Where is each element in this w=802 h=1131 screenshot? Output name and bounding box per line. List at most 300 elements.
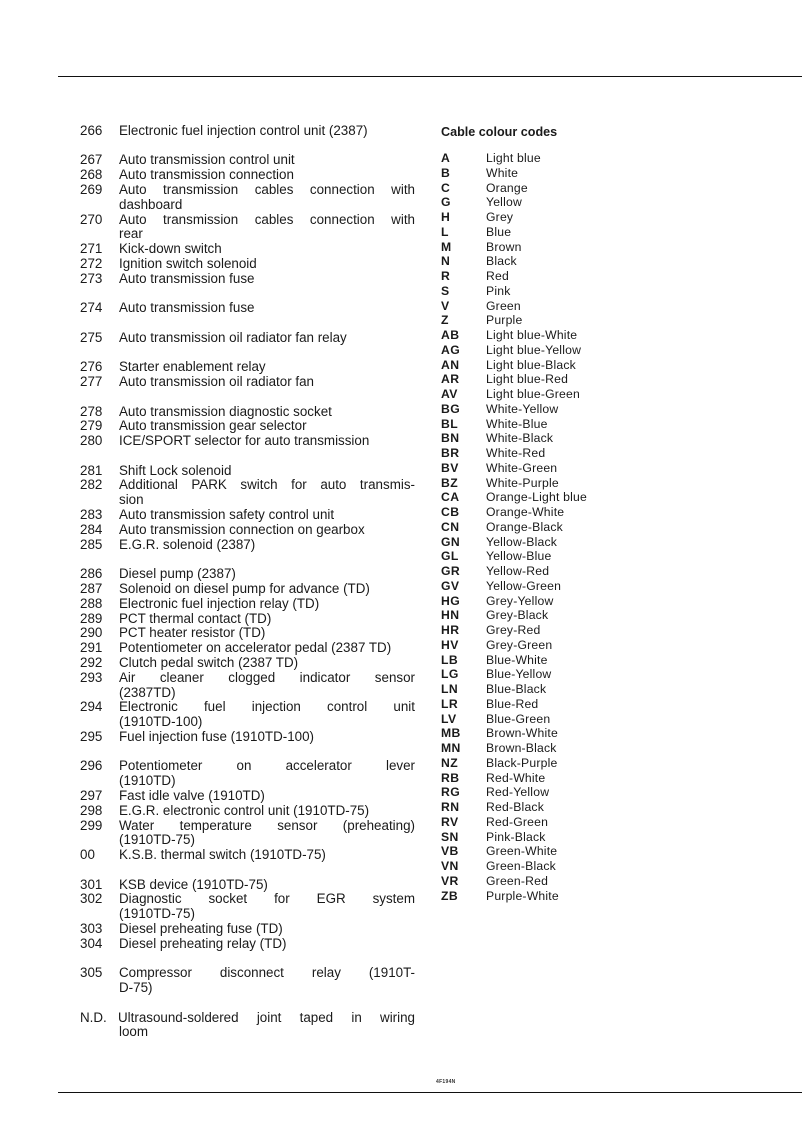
legend-entry-number: 284 — [80, 521, 103, 537]
legend-entry-description: Auto transmission oil radiator fan — [119, 374, 315, 390]
cable-code: HR — [441, 623, 460, 637]
cable-code: RB — [441, 770, 460, 785]
cable-colour-name: Blue-Black — [486, 682, 547, 696]
legend-entry-description: KSB device (1910TD-75) — [119, 876, 268, 892]
cable-code-row — [441, 844, 621, 859]
cable-colour-name: Light blue-Yellow — [486, 342, 582, 357]
legend-entry-number: 296 — [80, 758, 103, 774]
legend-entry — [80, 360, 415, 375]
legend-entry-description: E.G.R. solenoid (2387) — [119, 536, 256, 552]
cable-code-row — [441, 667, 621, 682]
cable-colour-name: Green-White — [486, 844, 558, 859]
cable-code: AR — [441, 372, 460, 387]
cable-code: M — [441, 239, 452, 254]
legend-entry-description: Water temperature sensor (preheating) — [119, 817, 415, 833]
legend-entry-continuation: dashboard — [119, 196, 183, 212]
legend-entry — [80, 819, 415, 849]
cable-colour-name: White-Purple — [486, 475, 559, 490]
cable-code-row — [441, 682, 621, 697]
bottom-rule — [58, 1092, 802, 1093]
legend-entry-number: 293 — [80, 669, 103, 685]
cable-colour-name: White — [486, 165, 519, 180]
cable-colour-name: White-Green — [486, 460, 558, 475]
legend-entry-description: Solenoid on diesel pump for advance (TD) — [119, 580, 370, 596]
cable-colour-name: Yellow-Green — [486, 578, 562, 593]
cable-code: VN — [441, 859, 459, 873]
legend-entry — [80, 434, 415, 449]
legend-entry — [80, 656, 415, 671]
legend-entry-number: 282 — [80, 477, 103, 493]
cable-code-row — [441, 446, 621, 461]
legend-entry-number: 276 — [80, 359, 103, 375]
cable-code-row — [441, 225, 621, 240]
cable-colour-name: Red-White — [486, 770, 546, 785]
legend-entry — [80, 789, 415, 804]
cable-colour-name: White-Blue — [486, 416, 548, 431]
cable-colour-name: Yellow-Blue — [486, 549, 552, 564]
cable-colour-name: Red — [486, 269, 509, 283]
legend-entry-description: Auto transmission diagnostic socket — [119, 403, 332, 419]
legend-entry — [80, 168, 415, 183]
cable-code-row — [441, 520, 621, 535]
legend-entry-description: Potentiometer on accelerator pedal (2387 TD) — [119, 640, 392, 656]
legend-entry-description: Kick-down switch — [119, 241, 222, 257]
cable-colour-name: White-Black — [486, 431, 554, 446]
cable-code: CA — [441, 490, 460, 505]
legend-entry-number: 288 — [80, 595, 103, 611]
cable-code-row — [441, 535, 621, 550]
cable-code: L — [441, 224, 449, 239]
cable-code-row — [441, 210, 621, 225]
cable-code-row — [441, 874, 621, 889]
cable-colour-name: Blue-Yellow — [486, 667, 552, 682]
cable-code: Z — [441, 313, 449, 328]
legend-entry-description: Air cleaner clogged indicator sensor — [119, 669, 415, 685]
cable-colour-name: Orange — [486, 180, 528, 195]
cable-code: VB — [441, 844, 459, 859]
legend-entry — [80, 153, 415, 168]
cable-code: V — [441, 298, 450, 313]
cable-code: GV — [441, 578, 460, 593]
cable-codes-title: Cable colour codes — [441, 125, 558, 139]
legend-entry-continuation: rear — [119, 226, 143, 242]
cable-code: AB — [441, 328, 460, 342]
cable-code-row — [441, 181, 621, 196]
legend-entry-description: Diesel preheating relay (TD) — [119, 935, 287, 951]
cable-code-row — [441, 815, 621, 830]
cable-colour-name: Grey-Green — [486, 637, 553, 652]
cable-code: RV — [441, 814, 459, 829]
cable-colour-name: Light blue-Red — [486, 372, 569, 387]
legend-entry — [80, 848, 415, 863]
cable-code-row — [441, 269, 621, 284]
cable-code: MN — [441, 741, 461, 755]
legend-entry-number: 272 — [80, 256, 103, 272]
cable-code-row — [441, 608, 621, 623]
cable-colour-name: Purple-White — [486, 888, 559, 903]
legend-entry — [80, 257, 415, 272]
cable-code-row — [441, 712, 621, 727]
legend-entry-description: Electronic fuel injection control unit — [119, 699, 415, 715]
cable-colour-name: Pink — [486, 283, 511, 298]
cable-colour-name: Light blue — [486, 151, 541, 165]
legend-entry — [80, 626, 415, 641]
legend-entry-number: 281 — [80, 462, 103, 478]
cable-code: CN — [441, 519, 460, 534]
cable-colour-name: Yellow-Red — [486, 564, 550, 578]
cable-code: G — [441, 195, 451, 210]
legend-entry-continuation: (1910TD-75) — [119, 832, 195, 848]
legend-entry — [80, 213, 415, 243]
legend-entry — [80, 582, 415, 597]
legend-entry — [80, 612, 415, 627]
cable-colour-name: Orange-White — [486, 505, 565, 519]
legend-entry-description: Shift Lock solenoid — [119, 462, 232, 478]
legend-entry — [80, 567, 415, 582]
cable-code: AV — [441, 387, 458, 401]
cable-code-row — [441, 579, 621, 594]
cable-code: LN — [441, 682, 459, 696]
legend-entry-description: Clutch pedal switch (2387 TD) — [119, 654, 299, 670]
legend-entry-number: 280 — [80, 433, 103, 449]
legend-entry-description: Additional PARK switch for auto transmis- — [119, 477, 415, 493]
legend-entry-number: 299 — [80, 817, 103, 833]
legend-entry-description: Auto transmission fuse — [119, 270, 255, 286]
cable-colour-name: Red-Yellow — [486, 785, 550, 800]
legend-entry-number: 269 — [80, 182, 103, 198]
cable-code: HG — [441, 593, 461, 608]
cable-code: LV — [441, 711, 457, 726]
cable-codes-list — [441, 151, 621, 903]
group-spacer — [80, 996, 415, 1011]
cable-code: LG — [441, 667, 459, 682]
cable-code-row — [441, 358, 621, 373]
legend-entry-number: 294 — [80, 699, 103, 715]
cable-code: AN — [441, 357, 460, 372]
top-rule — [58, 76, 802, 77]
legend-entry-description: Auto transmission oil radiator fan relay — [119, 329, 347, 345]
figure-reference-code: 4F194N — [436, 1079, 456, 1085]
cable-code-row — [441, 254, 621, 269]
legend-entry — [80, 922, 415, 937]
legend-entry — [80, 597, 415, 612]
cable-code: HV — [441, 637, 459, 652]
legend-entry — [80, 183, 415, 213]
legend-entry — [80, 966, 415, 996]
legend-entry-number: 270 — [80, 211, 103, 227]
legend-entry-description: ICE/SPORT selector for auto transmission — [119, 433, 370, 449]
cable-code-row — [441, 299, 621, 314]
cable-colour-name: Blue-Green — [486, 711, 551, 726]
legend-entry-description: Electronic fuel injection control unit (2387) — [119, 123, 368, 138]
cable-code: BR — [441, 446, 460, 460]
group-spacer — [80, 139, 415, 154]
legend-entry-continuation: (1910TD) — [119, 773, 176, 789]
cable-code: NZ — [441, 755, 459, 770]
cable-code-row — [441, 490, 621, 505]
group-spacer — [80, 863, 415, 878]
legend-entry-number: 286 — [80, 566, 103, 582]
cable-code-row — [441, 594, 621, 609]
legend-entry-number: 297 — [80, 787, 103, 803]
cable-colour-name: Blue — [486, 224, 512, 239]
cable-code-row — [441, 741, 621, 756]
cable-code: BL — [441, 416, 459, 431]
legend-entry-number: 305 — [80, 965, 103, 981]
cable-colour-name: Blue-Red — [486, 696, 539, 711]
legend-entry — [80, 272, 415, 287]
cable-code: BG — [441, 401, 461, 416]
legend-entry — [80, 700, 415, 730]
legend-entry-description: Fast idle valve (1910TD) — [119, 787, 265, 803]
cable-colour-name: Grey-Red — [486, 623, 541, 637]
cable-code: R — [441, 269, 451, 283]
legend-entry-number: 302 — [80, 891, 103, 907]
legend-entry-number: 303 — [80, 921, 103, 937]
cable-code-row — [441, 726, 621, 741]
cable-code-row — [441, 800, 621, 815]
legend-entry — [80, 478, 415, 508]
cable-code-row — [441, 785, 621, 800]
cable-colour-name: Yellow — [486, 195, 522, 210]
legend-entry — [80, 375, 415, 390]
legend-entry-description: Diagnostic socket for EGR system — [119, 891, 415, 907]
cable-code: GN — [441, 534, 461, 549]
legend-entry — [80, 892, 415, 922]
legend-entry-number: 274 — [80, 300, 103, 316]
legend-entry-number: 298 — [80, 802, 103, 818]
cable-code: AG — [441, 342, 461, 357]
legend-entry — [80, 641, 415, 656]
cable-colour-name: Grey — [486, 210, 514, 224]
legend-entry-number: 279 — [80, 418, 103, 434]
legend-entry-continuation: D-75) — [119, 980, 153, 996]
group-spacer — [80, 346, 415, 361]
legend-entry-number: 273 — [80, 270, 103, 286]
legend-entry-continuation: loom — [119, 1024, 149, 1040]
cable-code: S — [441, 283, 450, 298]
cable-code-row — [441, 756, 621, 771]
legend-entry — [80, 937, 415, 952]
cable-colour-name: Purple — [486, 313, 523, 328]
cable-colour-name: Black-Purple — [486, 755, 558, 770]
cable-code: HN — [441, 608, 460, 623]
legend-entry — [80, 759, 415, 789]
cable-code-row — [441, 387, 621, 402]
cable-code: B — [441, 165, 451, 180]
cable-colour-name: Pink-Black — [486, 829, 546, 844]
group-spacer — [80, 552, 415, 567]
legend-entry-description: Fuel injection fuse (1910TD-100) — [119, 728, 315, 744]
cable-colour-name: Grey-Yellow — [486, 593, 554, 608]
legend-entry — [80, 301, 415, 316]
legend-entry-number: 266 — [80, 123, 103, 138]
cable-code: LR — [441, 696, 459, 711]
cable-colour-name: Grey-Black — [486, 608, 549, 623]
legend-entry-description: Auto transmission safety control unit — [119, 507, 335, 523]
group-spacer — [80, 390, 415, 405]
group-spacer — [80, 952, 415, 967]
legend-entry-description: Auto transmission fuse — [119, 300, 255, 316]
legend-entry-number: 00 — [80, 847, 95, 863]
cable-code: LB — [441, 652, 459, 667]
legend-entry-number: 285 — [80, 536, 103, 552]
cable-code-row — [441, 549, 621, 564]
legend-entry-description: E.G.R. electronic control unit (1910TD-75) — [119, 802, 370, 818]
legend-entry-number: 275 — [80, 329, 103, 345]
legend-entry-number: 304 — [80, 935, 103, 951]
cable-code: CB — [441, 505, 460, 519]
legend-entry-description: Ultrasound-soldered joint taped in wiring — [118, 1009, 415, 1025]
legend-entry — [80, 730, 415, 745]
cable-code: BZ — [441, 475, 459, 490]
component-legend — [80, 124, 415, 1040]
legend-entry-number: 292 — [80, 654, 103, 670]
legend-entry-description: Auto transmission cables connection with — [119, 182, 415, 198]
legend-entry-description: Ignition switch solenoid — [119, 256, 257, 272]
cable-code-row — [441, 343, 621, 358]
cable-colour-name: White-Yellow — [486, 401, 559, 416]
legend-entry-description: Auto transmission control unit — [119, 152, 295, 168]
cable-colour-name: Brown-Black — [486, 741, 557, 755]
legend-entry — [80, 124, 415, 139]
cable-colour-name: Green-Black — [486, 859, 556, 873]
legend-entry-description: Auto transmission gear selector — [119, 418, 307, 434]
legend-entry-number: N.D. — [80, 1009, 107, 1025]
legend-entry — [80, 671, 415, 701]
legend-entry — [80, 464, 415, 479]
cable-colour-name: Blue-White — [486, 652, 548, 667]
cable-code-row — [441, 476, 621, 491]
legend-entry — [80, 878, 415, 893]
cable-colour-name: Orange-Black — [486, 519, 563, 534]
legend-entry-description: K.S.B. thermal switch (1910TD-75) — [119, 847, 326, 863]
legend-entry-continuation: (2387TD) — [119, 684, 176, 700]
cable-code: BN — [441, 431, 460, 446]
legend-entry-number: 289 — [80, 610, 103, 626]
legend-entry-number: 267 — [80, 152, 103, 168]
cable-code-row — [441, 505, 621, 520]
legend-entry-continuation: (1910TD-100) — [119, 714, 203, 730]
cable-code-row — [441, 431, 621, 446]
cable-colour-name: Light blue-Green — [486, 387, 580, 401]
cable-colour-name: Red-Black — [486, 800, 545, 814]
cable-code-row — [441, 830, 621, 845]
cable-code-row — [441, 623, 621, 638]
cable-code-row — [441, 859, 621, 874]
cable-code: H — [441, 210, 451, 224]
cable-code-row — [441, 697, 621, 712]
cable-code: MB — [441, 726, 461, 741]
legend-entry-description: Starter enablement relay — [119, 359, 266, 375]
cable-code: A — [441, 151, 451, 165]
legend-entry-number: 295 — [80, 728, 103, 744]
cable-code: VR — [441, 873, 459, 888]
legend-entry-continuation: (1910TD-75) — [119, 906, 195, 922]
cable-code-row — [441, 166, 621, 181]
cable-code: BV — [441, 460, 459, 475]
cable-colour-name: Green — [486, 298, 521, 313]
legend-entry-number: 268 — [80, 167, 103, 183]
cable-code-row — [441, 653, 621, 668]
cable-code-row — [441, 372, 621, 387]
legend-entry-description: Diesel preheating fuse (TD) — [119, 921, 283, 937]
legend-entry-number: 277 — [80, 374, 103, 390]
cable-colour-name: Light blue-White — [486, 328, 578, 342]
cable-colour-name: White-Red — [486, 446, 546, 460]
cable-colour-name: Orange-Light blue — [486, 490, 587, 505]
legend-entry-description: Electronic fuel injection relay (TD) — [119, 595, 320, 611]
group-spacer — [80, 316, 415, 331]
legend-entry — [80, 804, 415, 819]
legend-entry-description: PCT heater resistor (TD) — [119, 625, 266, 641]
legend-entry-description: Compressor disconnect relay (1910T- — [119, 965, 415, 981]
cable-code-row — [441, 417, 621, 432]
legend-entry — [80, 242, 415, 257]
cable-code-row — [441, 328, 621, 343]
cable-code: RN — [441, 800, 460, 814]
group-spacer — [80, 287, 415, 302]
cable-code: ZB — [441, 888, 459, 903]
legend-entry — [80, 419, 415, 434]
cable-code: N — [441, 254, 451, 269]
cable-colour-name: Brown — [486, 239, 522, 254]
cable-colour-name: Yellow-Black — [486, 534, 558, 549]
cable-code-row — [441, 564, 621, 579]
group-spacer — [80, 745, 415, 760]
cable-code: RG — [441, 785, 461, 800]
cable-colour-name: Black — [486, 254, 517, 269]
cable-code-row — [441, 195, 621, 210]
cable-code: C — [441, 180, 451, 195]
cable-colour-name: Light blue-Black — [486, 357, 576, 372]
cable-code-row — [441, 889, 621, 904]
cable-code-row — [441, 313, 621, 328]
cable-code: SN — [441, 829, 459, 844]
cable-colour-codes — [441, 124, 621, 903]
legend-entry-number: 301 — [80, 876, 103, 892]
cable-code-row — [441, 240, 621, 255]
cable-code-row — [441, 151, 621, 166]
legend-entry-number: 291 — [80, 640, 103, 656]
legend-entry-description: Diesel pump (2387) — [119, 566, 236, 582]
legend-entry — [80, 405, 415, 420]
cable-code-row — [441, 638, 621, 653]
legend-entry-number: 283 — [80, 507, 103, 523]
cable-code: GL — [441, 549, 459, 564]
cable-code-row — [441, 771, 621, 786]
cable-colour-name: Red-Green — [486, 814, 549, 829]
legend-entry — [80, 523, 415, 538]
group-spacer — [80, 449, 415, 464]
cable-code: GR — [441, 564, 461, 578]
cable-colour-name: Green-Red — [486, 873, 549, 888]
legend-entry-description: Auto transmission connection — [119, 167, 294, 183]
cable-colour-name: Brown-White — [486, 726, 558, 741]
legend-entry — [80, 331, 415, 346]
legend-entry-number: 287 — [80, 580, 103, 596]
legend-entry-description: Potentiometer on accelerator lever — [119, 758, 415, 774]
cable-code-row — [441, 461, 621, 476]
legend-entry-description: PCT thermal contact (TD) — [119, 610, 272, 626]
legend-entry-number: 271 — [80, 241, 103, 257]
legend-entry-number: 290 — [80, 625, 103, 641]
legend-entry-number: 278 — [80, 403, 103, 419]
legend-entry — [80, 538, 415, 553]
legend-entry-description: Auto transmission cables connection with — [119, 211, 415, 227]
legend-entry-description: Auto transmission connection on gearbox — [119, 521, 365, 537]
legend-entry — [80, 1011, 415, 1041]
